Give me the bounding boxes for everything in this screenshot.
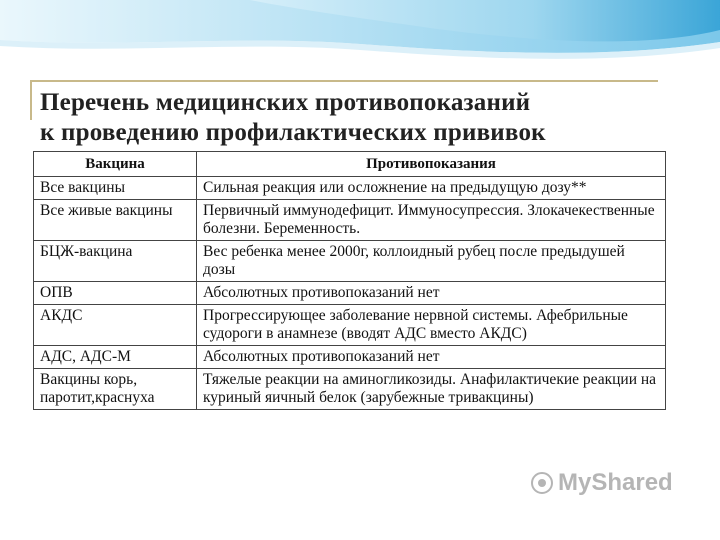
header-contraindications: Противопоказания xyxy=(197,152,666,177)
cell-contraindication: Вес ребенка менее 2000г, коллоидный рубец после предыдушей дозы xyxy=(197,241,666,282)
title-line-2: к проведению профилактических прививок xyxy=(40,119,546,146)
table-row xyxy=(34,200,666,241)
cell-contraindication: Прогрессирующее заболевание нервной системы. Афебрильные судороги в анамнезе (вводят АДС вместо АКДС) xyxy=(197,305,666,346)
cell-vaccine: АКДС xyxy=(34,305,197,346)
table-row xyxy=(34,305,666,346)
title-frame-top xyxy=(30,80,658,82)
contraindications-table xyxy=(33,151,666,410)
cell-vaccine: БЦЖ-вакцина xyxy=(34,241,197,282)
cell-contraindication: Абсолютных противопоказаний нет xyxy=(197,346,666,369)
cell-vaccine: АДС, АДС-М xyxy=(34,346,197,369)
title-frame-left xyxy=(30,80,32,120)
cell-vaccine: Все живые вакцины xyxy=(34,200,197,241)
cell-contraindication: Тяжелые реакции на аминогликозиды. Анафилактичекие реакции на куриный яичный белок (зарубежные тривакцины) xyxy=(197,369,666,410)
table-row xyxy=(34,282,666,305)
cell-vaccine: Вакцины корь, паротит,краснуха xyxy=(34,369,197,410)
watermark xyxy=(530,468,680,498)
table-row xyxy=(34,369,666,410)
table-row xyxy=(34,241,666,282)
watermark-text: MyShared xyxy=(558,469,673,496)
header-vaccine: Вакцина xyxy=(34,152,197,177)
table-header-row xyxy=(34,152,666,177)
table-row xyxy=(34,346,666,369)
table-row xyxy=(34,177,666,200)
title-line-1: Перечень медицинских противопоказаний xyxy=(40,89,531,116)
decorative-wave-header xyxy=(0,0,720,70)
cell-contraindication: Абсолютных противопоказаний нет xyxy=(197,282,666,305)
watermark-logo-icon xyxy=(530,471,554,495)
contraindications-table-wrap xyxy=(33,151,666,410)
cell-vaccine: Все вакцины xyxy=(34,177,197,200)
cell-contraindication: Сильная реакция или осложнение на предыдущую дозу** xyxy=(197,177,666,200)
cell-contraindication: Первичный иммунодефицит. Иммуносупрессия. Злокачекественные болезни. Беременность. xyxy=(197,200,666,241)
cell-vaccine: ОПВ xyxy=(34,282,197,305)
page-title xyxy=(40,88,680,148)
